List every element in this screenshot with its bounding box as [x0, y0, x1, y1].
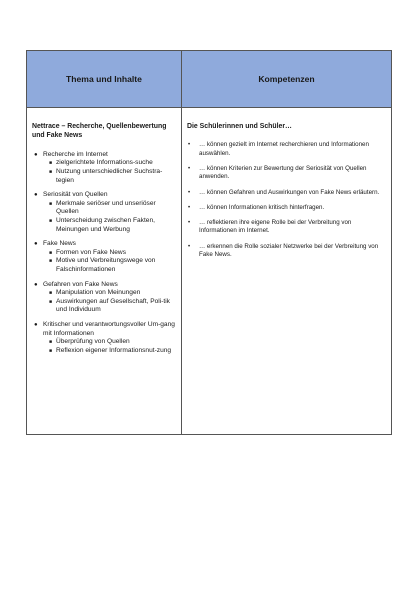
topics-title: Nettrace – Recherche, Quellenbewertung und Fake News	[32, 123, 167, 140]
subtopic-text: Reflexion eigener Informationsnut-zung	[56, 346, 172, 354]
competency-item	[187, 243, 387, 260]
competency-item	[187, 141, 387, 158]
square-bullet-icon: ■	[49, 200, 53, 207]
competency-text: … können gezielt im Internet recherchieren und Informationen auswählen.	[199, 141, 369, 157]
bullet-icon: ●	[34, 192, 38, 199]
square-bullet-icon: ■	[49, 258, 53, 265]
subtopic-list	[43, 289, 177, 315]
bullet-icon: •	[188, 142, 191, 149]
subtopic-text: zielgerichtete Informations-suche	[56, 159, 153, 167]
bullet-icon: •	[188, 204, 191, 211]
subtopic-item	[43, 289, 177, 298]
subtopic-item	[43, 298, 177, 315]
topic-label: Gefahren von Fake News	[43, 280, 118, 288]
square-bullet-icon: ■	[49, 217, 53, 224]
bullet-icon: ●	[34, 281, 38, 288]
bullet-icon: ●	[34, 321, 38, 328]
subtopic-item	[43, 338, 177, 347]
bullet-icon: •	[188, 243, 191, 250]
competencies-title: Die Schülerinnen und Schüler…	[187, 123, 292, 130]
competency-text: … können Informationen kritisch hinterfragen.	[199, 203, 325, 211]
bullet-icon: •	[188, 189, 191, 196]
subtopic-item	[43, 159, 177, 168]
square-bullet-icon: ■	[49, 298, 53, 305]
competency-text: … können Kriterien zur Bewertung der Seriosität von Quellen anwenden.	[199, 165, 367, 181]
square-bullet-icon: ■	[49, 160, 53, 167]
subtopic-item	[43, 257, 177, 274]
subtopic-item	[43, 347, 177, 356]
header-competencies-label: Kompetenzen	[258, 74, 315, 84]
topic-item	[32, 151, 177, 185]
competency-item	[187, 204, 387, 212]
subtopic-item	[43, 249, 177, 258]
topic-item	[32, 281, 177, 315]
square-bullet-icon: ■	[49, 290, 53, 297]
subtopic-text: Merkmale seriöser und unseriöser Quellen	[56, 199, 156, 216]
topic-label: Recherche im Internet	[43, 150, 108, 158]
competency-text: … können Gefahren und Auswirkungen von Fake News erläutern.	[199, 188, 380, 196]
square-bullet-icon: ■	[49, 339, 53, 346]
topic-item	[32, 191, 177, 234]
competency-item	[187, 219, 387, 236]
competencies-cell	[182, 108, 391, 434]
bullet-icon: ●	[34, 151, 38, 158]
topic-label: Kritischer und verantwortungsvoller Um-gang mit Informationen	[43, 320, 175, 337]
subtopic-text: Unterscheidung zwischen Fakten, Meinungen und Werbung	[56, 216, 155, 233]
header-topics	[27, 51, 182, 108]
subtopic-text: Überprüfung von Quellen	[56, 338, 130, 346]
subtopic-item	[43, 200, 177, 217]
bullet-icon: •	[188, 166, 191, 172]
topic-item	[32, 240, 177, 274]
subtopic-text: Auswirkungen auf Gesellschaft, Poli-tik und Individuum	[56, 297, 170, 314]
bullet-icon: •	[188, 220, 191, 227]
subtopic-list	[43, 200, 177, 234]
topics-list	[32, 151, 177, 355]
competency-text: … reflektieren ihre eigene Rolle bei der Verbreitung von Informationen im Internet.	[199, 219, 352, 235]
square-bullet-icon: ■	[49, 347, 53, 354]
subtopic-list	[43, 159, 177, 185]
subtopic-item	[43, 217, 177, 234]
subtopic-text: Formen von Fake News	[56, 248, 126, 256]
competency-item	[187, 189, 387, 197]
competency-table	[26, 50, 392, 435]
subtopic-text: Manipulation von Meinungen	[56, 289, 141, 297]
topics-cell	[27, 108, 182, 434]
subtopic-list	[43, 338, 177, 355]
bullet-icon: ●	[34, 241, 38, 248]
subtopic-text: Nutzung unterschiedlicher Suchstra-tegien	[56, 168, 163, 184]
subtopic-list	[43, 249, 177, 275]
competency-text: … erkennen die Rolle sozialer Netzwerke bei der Verbreitung von Fake News.	[199, 242, 379, 259]
square-bullet-icon: ■	[49, 249, 53, 256]
competency-item	[187, 165, 387, 182]
topic-label: Fake News	[43, 240, 76, 248]
subtopic-item	[43, 168, 177, 185]
topic-label: Seriosität von Quellen	[43, 191, 108, 199]
header-topics-label: Thema und Inhalte	[66, 74, 142, 84]
competencies-list	[187, 141, 387, 259]
topic-item	[32, 321, 177, 355]
header-competencies	[182, 51, 391, 108]
square-bullet-icon: ■	[49, 169, 53, 175]
subtopic-text: Motive und Verbreitungswege von Falschinformationen	[56, 257, 156, 273]
